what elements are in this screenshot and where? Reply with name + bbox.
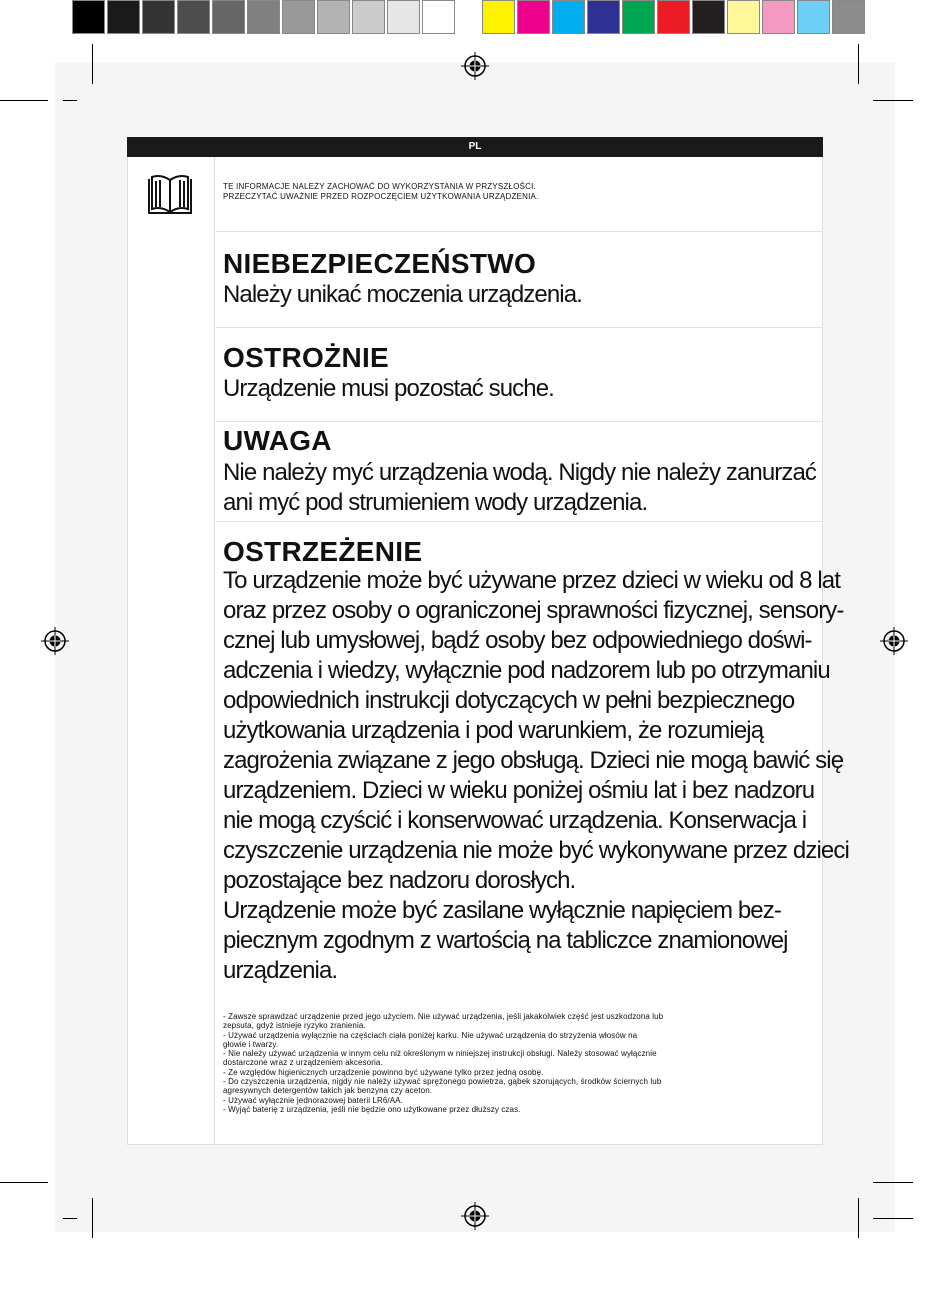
warning-line: piecznym zgodnym z wartością na tabliczce znamionowej	[223, 927, 788, 954]
color-swatch	[727, 0, 760, 34]
note-section	[216, 422, 822, 522]
registration-mark-icon	[41, 627, 69, 655]
color-swatch	[247, 0, 280, 34]
crop-mark	[63, 100, 77, 101]
info-section	[216, 158, 822, 232]
warning-line: pozostające bez nadzoru dorosłych.	[223, 867, 576, 894]
registration-mark-icon	[461, 1202, 489, 1230]
warning-line: użytkowania urządzenia i pod warunkiem, że rozumieją	[223, 717, 764, 744]
color-swatch	[142, 0, 175, 34]
color-swatch	[72, 0, 105, 34]
note-title: UWAGA	[223, 425, 332, 456]
bullet-line: - Ze względów higienicznych urządzenie powinno być używane tylko przez jedną osobę.	[223, 1067, 544, 1077]
danger-title: NIEBEZPIECZEŃSTWO	[223, 248, 537, 279]
warning-section	[216, 522, 849, 1145]
color-swatch	[107, 0, 140, 34]
warning-line: urządzeniem. Dzieci w wieku poniżej ośmiu lat i bez nadzoru	[223, 777, 815, 804]
warning-line: urządzenia.	[223, 957, 338, 984]
color-swatch	[797, 0, 830, 34]
bullet-line: - Używać wyłącznie jednorazowej baterii LR6/AA.	[223, 1095, 403, 1105]
crop-mark	[0, 1182, 48, 1183]
warning-line: adczenia i wiedzy, wyłącznie pod nadzorem lub po otrzymaniu	[223, 657, 830, 684]
color-swatch	[317, 0, 350, 34]
color-swatch	[517, 0, 550, 34]
color-swatch	[422, 0, 455, 34]
book-icon	[146, 173, 194, 217]
warning-line: To urządzenie może być używane przez dzieci w wieku od 8 lat	[223, 567, 840, 594]
crop-mark	[0, 100, 48, 101]
color-swatch	[387, 0, 420, 34]
bullet-line: - Do czyszczenia urządzenia, nigdy nie należy używać sprężonego powietrza, gąbek szorujących, środków ściernych lub	[223, 1077, 662, 1087]
color-calibration-bar	[482, 0, 867, 36]
color-swatch	[482, 0, 515, 34]
info-line: TE INFORMACJE NALEŻY ZACHOWAĆ DO WYKORZYSTANIA W PRZYSZŁOŚCI.	[223, 182, 536, 191]
bullet-line: głowie i twarzy.	[223, 1039, 279, 1049]
color-swatch	[832, 0, 865, 34]
icon-column	[127, 157, 215, 1145]
language-header: PL	[127, 137, 823, 157]
warning-line: nie mogą czyścić i konserwować urządzenia. Konserwacja i	[223, 807, 807, 834]
warning-line: zagrożenia związane z jego obsługą. Dzieci nie mogą bawić się	[223, 747, 844, 774]
info-text	[223, 182, 538, 202]
note-text	[223, 458, 823, 518]
caution-section	[216, 328, 822, 422]
warning-line: czyszczenie urządzenia nie może być wykonywane przez dzieci	[223, 837, 849, 864]
crop-mark	[873, 100, 913, 101]
color-swatch	[657, 0, 690, 34]
gray-calibration-bar	[72, 0, 457, 36]
bullet-line: - Zawsze sprawdzać urządzenie przed jego użyciem. Nie używać urządzenia, jeśli jakakolwiek część jest uszkodzona lub	[223, 1012, 664, 1021]
bullet-line: - Używać urządzenia wyłącznie na częściach ciała poniżej karku. Nie używać urządzenia do strzyżenia włosów na	[223, 1030, 638, 1040]
warning-line: cznej lub umysłowej, bądź osoby bez odpowiedniego doświ-	[223, 627, 812, 654]
caution-text: Urządzenie musi pozostać suche.	[223, 375, 554, 402]
color-swatch	[762, 0, 795, 34]
crop-mark	[873, 1182, 913, 1183]
warning-text	[223, 566, 849, 986]
warning-line: Urządzenie może być zasilane wyłącznie napięciem bez-	[223, 897, 781, 924]
crop-mark	[92, 1198, 93, 1238]
bullet-line: - Nie należy używać urządzenia w innym celu niż określonym w niniejszej instrukcji obsługi. Należy stosować wyłącznie	[223, 1049, 657, 1059]
registration-mark-icon	[461, 52, 489, 80]
color-swatch	[282, 0, 315, 34]
info-line: PRZECZYTAĆ UWAŻNIE PRZED ROZPOCZĘCIEM UŻYTKOWANIA URZĄDZENIA.	[223, 192, 539, 201]
warning-title: OSTRZEŻENIE	[223, 536, 423, 567]
color-swatch	[622, 0, 655, 34]
bullet-line: - Wyjąć baterię z urządzenia, jeśli nie będzie ono użytkowane przez dłuższy czas.	[223, 1104, 521, 1114]
crop-mark	[858, 44, 859, 84]
warning-line: oraz przez osoby o ograniczonej sprawności fizycznej, sensory-	[223, 597, 844, 624]
bullet-line: zepsuta, gdyż istnieje ryzyko zranienia.	[223, 1021, 366, 1031]
bullet-line: dostarczone wraz z urządzeniem akcesoria.	[223, 1058, 383, 1068]
registration-mark-icon	[880, 627, 908, 655]
caution-title: OSTROŻNIE	[223, 342, 390, 373]
crop-mark	[63, 1218, 77, 1219]
color-swatch	[352, 0, 385, 34]
danger-text: Należy unikać moczenia urządzenia.	[223, 281, 582, 308]
bullet-line: agresywnych detergentów takich jak benzyna czy aceton.	[223, 1086, 433, 1096]
note-line: Nie należy myć urządzenia wodą. Nigdy nie należy zanurzać	[223, 459, 817, 486]
color-swatch	[692, 0, 725, 34]
note-line: ani myć pod strumieniem wody urządzenia.	[223, 489, 648, 516]
color-swatch	[177, 0, 210, 34]
crop-mark	[858, 1198, 859, 1238]
color-swatch	[552, 0, 585, 34]
color-swatch	[587, 0, 620, 34]
crop-mark	[92, 44, 93, 84]
crop-mark	[873, 1218, 913, 1219]
warning-line: odpowiednich instrukcji dotyczących w pełni bezpiecznego	[223, 687, 795, 714]
warning-bullets	[223, 1012, 808, 1114]
danger-section	[216, 232, 822, 328]
color-swatch	[212, 0, 245, 34]
